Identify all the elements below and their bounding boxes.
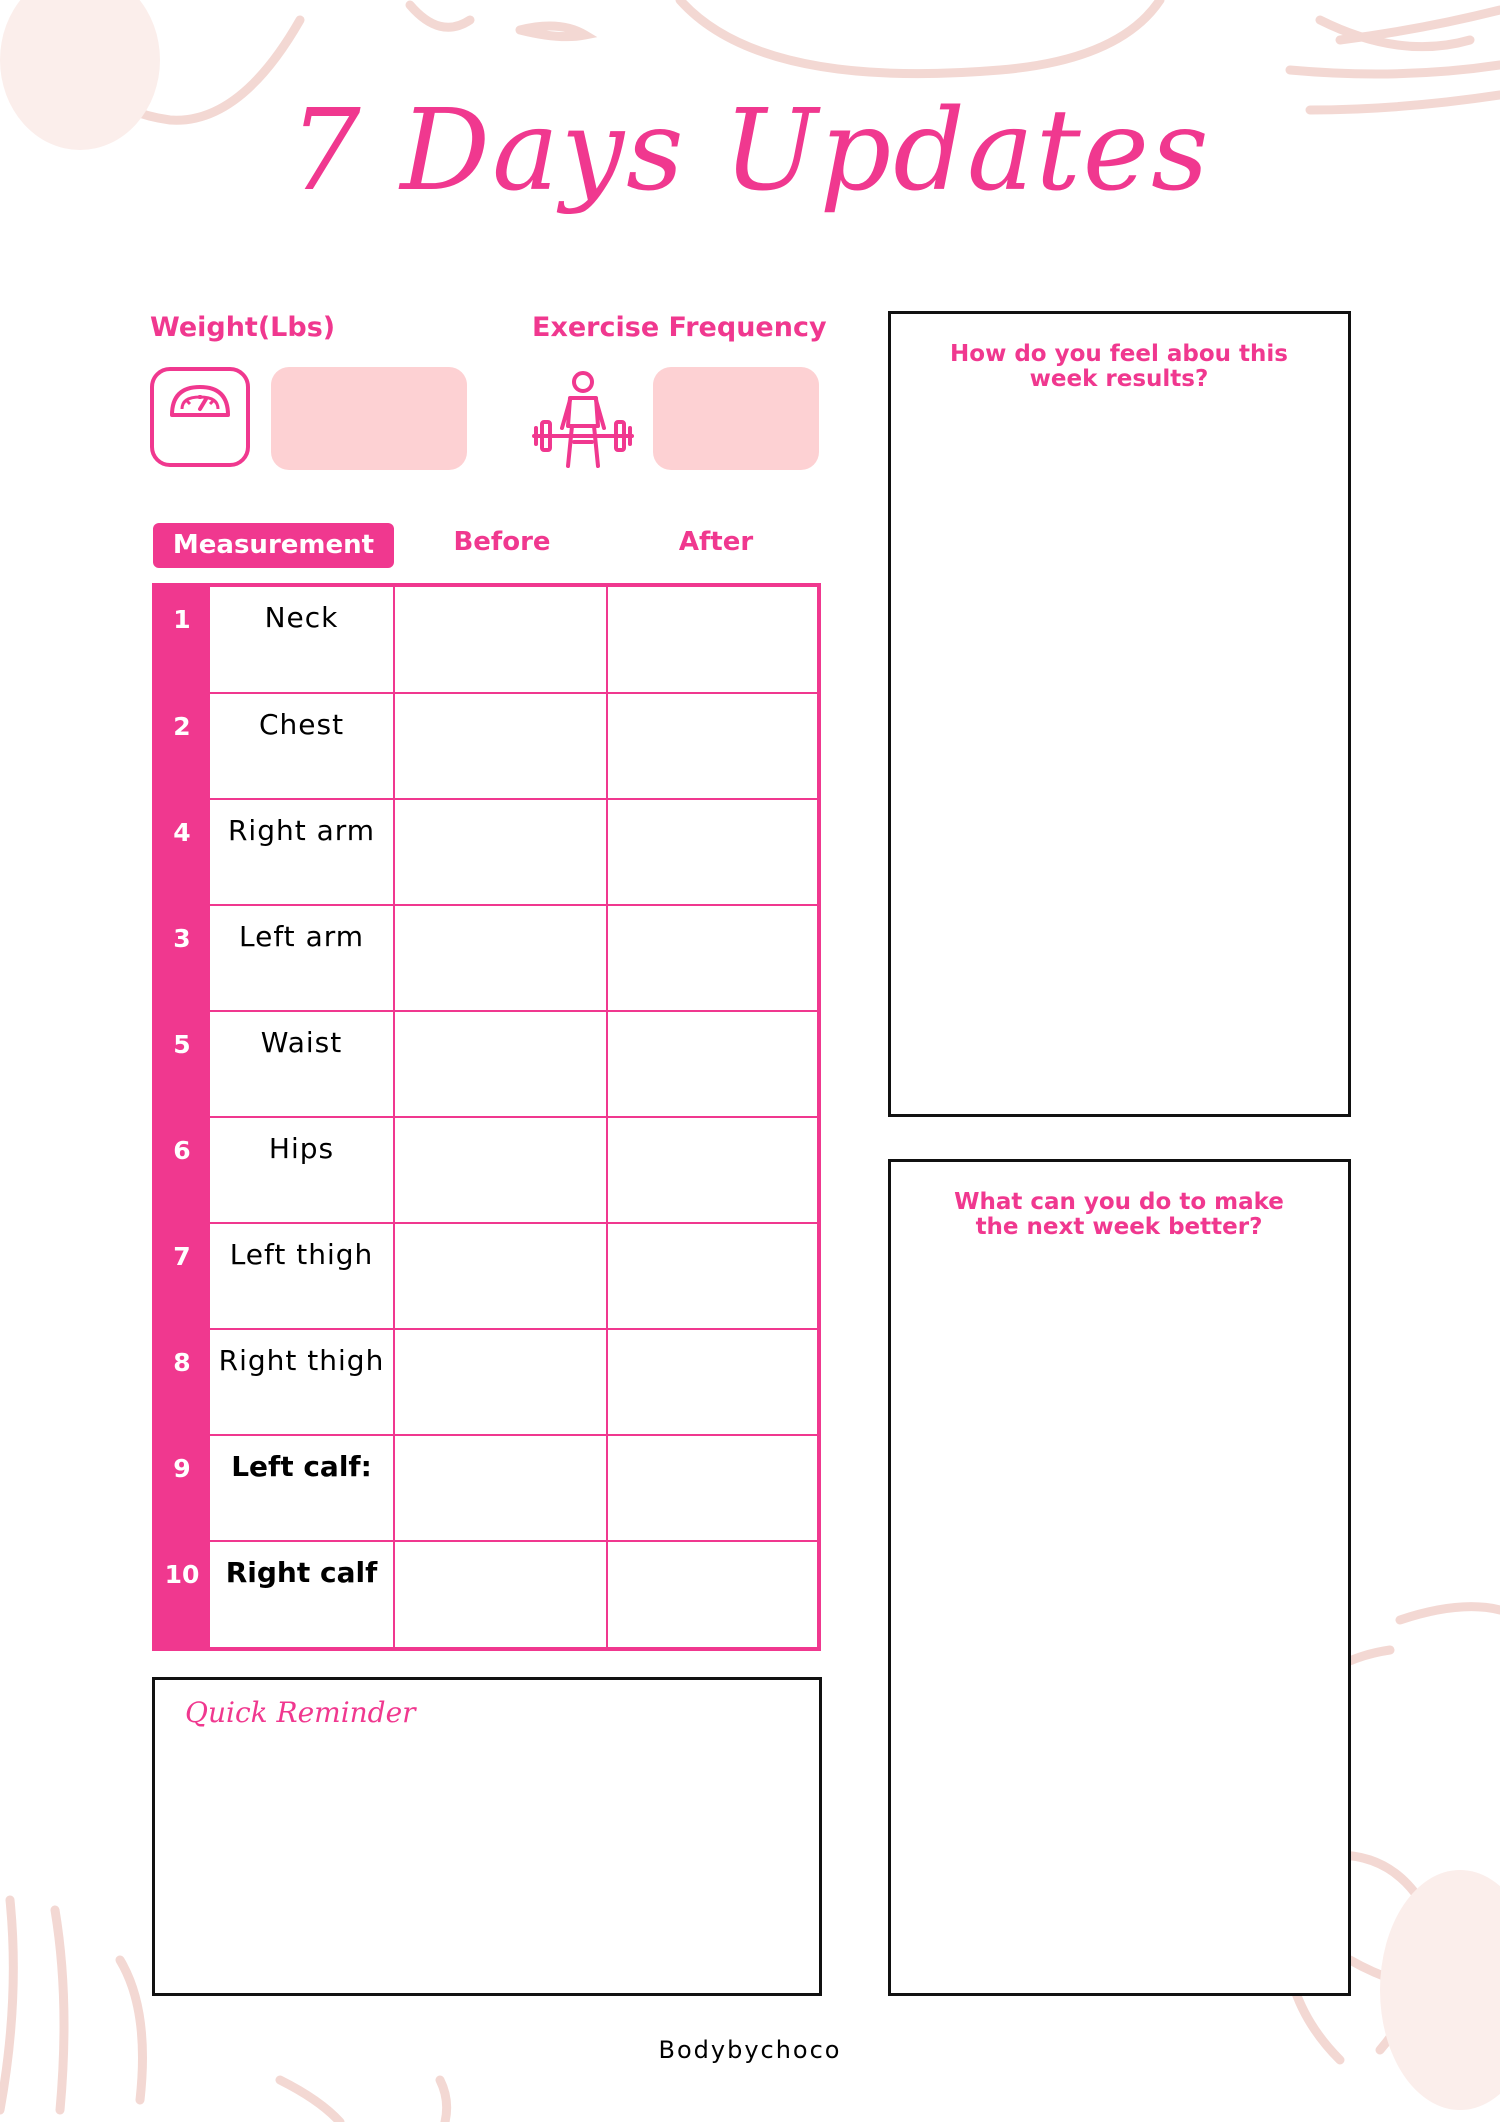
row-label: Left calf: <box>209 1435 394 1541</box>
table-row <box>154 693 819 799</box>
table-row <box>154 1223 819 1329</box>
exercise-frequency-label: Exercise Frequency <box>532 312 827 343</box>
row-label: Right calf <box>209 1541 394 1649</box>
table-row <box>154 1117 819 1223</box>
before-cell[interactable] <box>394 1117 607 1223</box>
row-number: 9 <box>154 1435 209 1541</box>
feelings-question-line1: How do you feel abou this <box>950 341 1288 367</box>
before-cell[interactable] <box>394 693 607 799</box>
before-cell[interactable] <box>394 1223 607 1329</box>
scale-icon <box>150 367 250 467</box>
measurement-header: Measurement <box>153 523 394 568</box>
row-label: Right thigh <box>209 1329 394 1435</box>
improvement-question <box>919 1190 1319 1240</box>
row-number: 4 <box>154 799 209 905</box>
row-label: Right arm <box>209 799 394 905</box>
row-number: 1 <box>154 585 209 693</box>
before-cell[interactable] <box>394 1435 607 1541</box>
row-label: Waist <box>209 1011 394 1117</box>
after-cell[interactable] <box>607 1223 820 1329</box>
weightlifter-icon <box>530 368 636 474</box>
quick-reminder-label: Quick Reminder <box>185 1696 416 1729</box>
before-cell[interactable] <box>394 1541 607 1649</box>
measurement-table <box>152 583 821 1651</box>
row-number: 2 <box>154 693 209 799</box>
after-cell[interactable] <box>607 1117 820 1223</box>
quick-reminder-box[interactable] <box>152 1677 822 1996</box>
after-cell[interactable] <box>607 693 820 799</box>
before-cell[interactable] <box>394 1011 607 1117</box>
before-cell[interactable] <box>394 585 607 693</box>
improvement-question-line1: What can you do to make <box>954 1189 1284 1215</box>
after-cell[interactable] <box>607 1011 820 1117</box>
feelings-question-line2: week results? <box>1029 366 1209 392</box>
feelings-question <box>919 342 1319 392</box>
after-cell[interactable] <box>607 799 820 905</box>
improvement-box[interactable] <box>888 1159 1351 1996</box>
weight-input-box[interactable] <box>271 367 467 470</box>
after-cell[interactable] <box>607 1435 820 1541</box>
before-header: Before <box>453 527 551 557</box>
row-number: 8 <box>154 1329 209 1435</box>
before-cell[interactable] <box>394 1329 607 1435</box>
page-title: 7 Days Updates <box>289 86 1211 216</box>
row-label: Neck <box>209 585 394 693</box>
after-header: After <box>678 527 754 557</box>
before-cell[interactable] <box>394 905 607 1011</box>
row-number: 10 <box>154 1541 209 1649</box>
row-number: 5 <box>154 1011 209 1117</box>
table-row <box>154 585 819 693</box>
table-row <box>154 905 819 1011</box>
row-number: 6 <box>154 1117 209 1223</box>
row-label: Chest <box>209 693 394 799</box>
after-cell[interactable] <box>607 585 820 693</box>
row-label: Left arm <box>209 905 394 1011</box>
row-number: 7 <box>154 1223 209 1329</box>
exercise-input-box[interactable] <box>653 367 819 470</box>
improvement-question-line2: the next week better? <box>975 1214 1263 1240</box>
table-row <box>154 799 819 905</box>
table-row <box>154 1329 819 1435</box>
after-cell[interactable] <box>607 1329 820 1435</box>
after-cell[interactable] <box>607 1541 820 1649</box>
weight-label: Weight(Lbs) <box>150 312 336 343</box>
table-row <box>154 1435 819 1541</box>
footer-brand: Bodybychoco <box>658 2036 842 2064</box>
before-cell[interactable] <box>394 799 607 905</box>
row-label: Left thigh <box>209 1223 394 1329</box>
after-cell[interactable] <box>607 905 820 1011</box>
row-label: Hips <box>209 1117 394 1223</box>
row-number: 3 <box>154 905 209 1011</box>
table-row <box>154 1541 819 1649</box>
feelings-box[interactable] <box>888 311 1351 1117</box>
table-row <box>154 1011 819 1117</box>
